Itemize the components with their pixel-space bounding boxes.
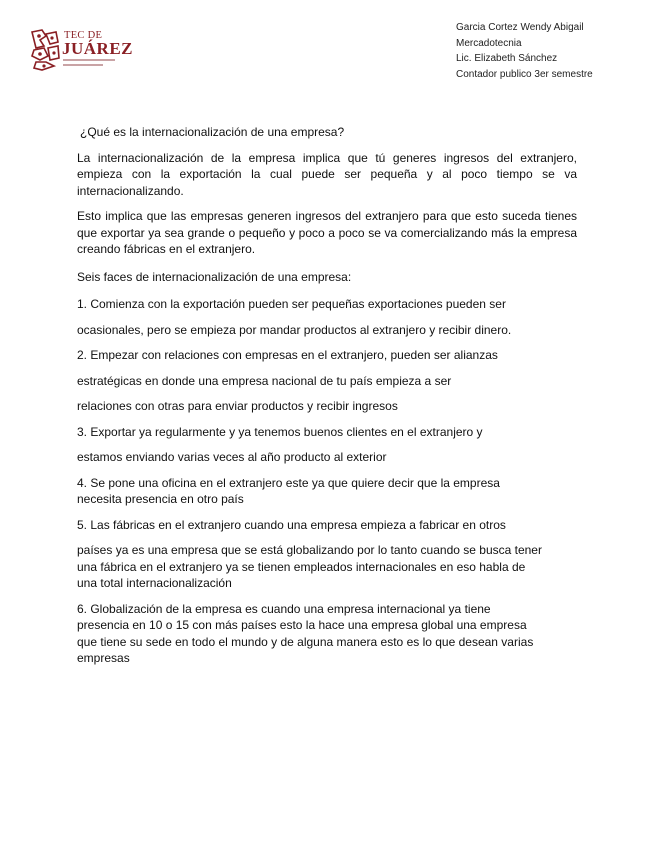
seal-icon — [28, 26, 62, 72]
school-logo — [28, 26, 134, 74]
item-1-line-2: ocasionales, pero se empieza por mandar productos al extranjero y recibir dinero. — [77, 322, 512, 337]
item-6-line-3: que tiene su sede en todo el mundo y de alguna manera esto es lo que desean varias — [77, 634, 534, 649]
item-5-line-1: 5. Las fábricas en el extranjero cuando una empresa empieza a fabricar en otros — [77, 517, 506, 532]
career-name: Contador publico 3er semestre — [456, 68, 593, 80]
item-5-line-3: una fábrica en el extranjero ya se tienen empleados internacionales en eso habla de — [77, 559, 526, 574]
item-2-line-1: 2. Empezar con relaciones con empresas en el extranjero, pueden ser alianzas — [77, 348, 498, 362]
item-5-line-2: países ya es una empresa que se está globalizando por lo tanto cuando se busca tener — [77, 543, 542, 557]
logo-underline — [63, 59, 115, 61]
item-2-line-2: estratégicas en donde una empresa nacional de tu país empieza a ser — [77, 373, 452, 388]
paragraph-2: Esto implica que las empresas generen ingresos del extranjero para que esto suceda tienes que exportar ya sea grande o pequeño y poco a poco se va comercializando más la empresa creando fábricas en el extranjero. — [77, 209, 577, 256]
item-2-line-3: relaciones con otras para enviar productos y recibir ingresos — [77, 399, 398, 413]
student-name: Garcia Cortez Wendy Abigail — [456, 22, 584, 33]
item-5-line-4: una total internacionalización — [77, 576, 232, 590]
item-1-line-1: 1. Comienza con la exportación pueden ser pequeñas exportaciones pueden ser — [77, 297, 506, 311]
paragraph-1: La internacionalización de la empresa implica que tú generes ingresos del extranjero, empieza con la exportación la cual puede ser pequeña y al poco tiempo se va internacionalizando. — [77, 150, 577, 198]
item-6-line-1: 6. Globalización de la empresa es cuando una empresa internacional ya tiene — [77, 601, 491, 616]
item-3-line-2: estamos enviando varias veces al año producto al exterior — [77, 450, 387, 464]
item-4-line-2: necesita presencia en otro país — [77, 492, 244, 506]
phases-intro: Seis faces de internacionalización de una empresa: — [77, 269, 352, 284]
item-6-line-2: presencia en 10 o 15 con más países esto la hace una empresa global una empresa — [77, 618, 527, 632]
item-3-line-1: 3. Exportar ya regularmente y ya tenemos buenos clientes en el extranjero y — [77, 424, 483, 439]
item-4-line-1: 4. Se pone una oficina en el extranjero este ya que quiere decir que la empresa — [77, 475, 500, 490]
student-info — [456, 20, 593, 82]
logo-text-main: JUÁREZ — [62, 39, 134, 58]
item-6-line-4: empresas — [77, 651, 130, 665]
logo-text-top: TEC DE — [64, 30, 103, 41]
teacher-name: Lic. Elizabeth Sánchez — [456, 53, 558, 64]
logo-underline-2 — [63, 64, 103, 66]
subject-name: Mercadotecnia — [456, 37, 522, 49]
document-body — [77, 124, 577, 667]
question-heading: ¿Qué es la internacionalización de una empresa? — [80, 125, 345, 139]
